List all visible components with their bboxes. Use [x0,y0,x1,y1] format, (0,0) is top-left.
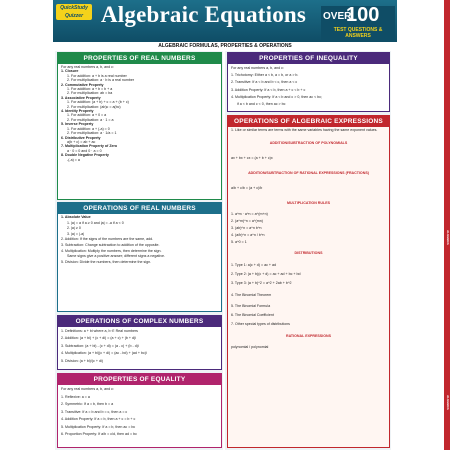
line: 4. Addition Property: If a = b, then a + c = b + c [61,417,136,421]
line: 1. Reflexive: a = a [61,394,90,399]
over-100-badge [321,6,395,40]
line: 7. Other special types of distributions [231,321,290,326]
section-heading: ADDITION/SUBTRACTION OF POLYNOMIALS [269,140,348,145]
logo-line1: QuickStudy [60,5,88,11]
line: For any real numbers a, b, and c: [231,66,284,70]
quickstudy-logo [56,4,92,20]
properties-equality-box [57,373,222,448]
line: 5. a^0 = 1 [231,239,247,244]
line: a/b + c/b = (a + c)/b [231,185,263,190]
header-banner [53,0,397,42]
line: 6. Proportion Property: If a/b = c/d, then ad = bc [61,432,137,436]
over-subtext: TEST QUESTIONS & ANSWERS [333,27,383,39]
line: 2. For multiplication: a · 1 = a [67,117,114,122]
line: 3. Subtraction: Change subtraction to addition of the opposite. [61,242,160,247]
line: 5. Inverse Property [61,122,94,127]
line: 2. Type 2: (a + b)(c + d) = ac + ad + bc + bd [231,271,301,276]
line: if a < b and c < 0, then ac > bc [237,102,286,107]
line: 1. For addition: (a + b) + c = a + (b + c) [67,100,129,105]
line: 3. (ab)^n = a^n b^n [231,225,262,230]
box-title: PROPERTIES OF EQUALITY [58,374,221,385]
edge-label: ALGEBRA [446,395,450,410]
line: 3. |a| = |-a| [67,231,85,236]
box-content [58,214,221,266]
section-heading: ADDITION/SUBTRACTION OF RATIONAL EXPRESSIONS (FRACTIONS) [248,170,369,175]
box-title: OPERATIONS OF ALGEBRAIC EXPRESSIONS [228,116,389,127]
line: 3. Type 3: (a + b)^2 = a^2 + 2ab + b^2 [231,280,292,285]
line: 2. Addition: (a + bi) + (c + di) = (a + c) + (b + d)i [61,336,137,341]
line: 1. Closure [61,69,79,74]
line: 1. For addition: a + (-a) = 0 [67,126,110,131]
line: ax + bx + cx = (a + b + c)x [231,155,273,160]
line: 2. Addition: If the signs of the numbers are the same, add. [61,237,154,242]
box-title: OPERATIONS OF COMPLEX NUMBERS [58,316,221,327]
line: 4. The Binomial Theorem [231,292,272,297]
line: 3. Subtraction: (a + bi) - (c + di) = (a - c) + (b - d)i [61,343,139,348]
line: 2. Transitive: If a < b and b < c, then a < c [231,80,298,85]
box-content [228,64,389,109]
line: 1. Like or similar terms are terms with the same variables having the same exponent values. [231,128,378,132]
edge-label: ALGEBRA [446,230,450,245]
line: 1. Absolute Value [61,215,91,219]
line: a(b + c) = ab + ac [67,139,96,144]
line: 4. (a/b)^n = a^n / b^n [231,232,265,237]
line: 1. Type 1: a(c + d) = ac + ad [231,262,276,267]
box-content [58,327,221,366]
line: 7. Multiplication Property of Zero [61,144,118,149]
line: 1. Definitions: a + bi where a, b ∈ Real numbers [61,329,138,333]
section-heading: DISTRIBUTIONS [294,250,323,255]
box-content [58,64,221,163]
line: 5. Division: (a + bi)/(c + di) [61,358,103,363]
subtitle: ALGEBRAIC FORMULAS, PROPERTIES & OPERATIONS [158,43,292,49]
box-title: OPERATIONS OF REAL NUMBERS [58,203,221,214]
page-title: Algebraic Equations [101,2,307,27]
line: 5. Division: Divide the numbers, then determine the sign. [61,259,152,264]
line: 5. Multiplication Property: If a = b, then ac = bc [61,424,136,429]
line: 3. Addition Property: If a < b, then a + c < b + c [231,87,306,92]
line: 3. Associative Property [61,95,101,100]
line: For any real numbers a, b, and c: [61,387,114,391]
logo-line2: Quizzer [64,13,84,19]
box-content [228,127,389,351]
line: 2. Symmetric: If a = b, then b = a [61,402,114,406]
line: 6. The Binomial Coefficient [231,312,274,317]
study-sheet [53,0,450,450]
line: 2. (a^m)^n = a^(mn) [231,218,263,223]
line: 2. |a| ≥ 0 [67,226,81,231]
line: polynomial / polynomial [231,344,269,349]
line: 2. For multiplication: a · b is a real number [67,78,135,83]
line: 5. The Binomial Formula [231,303,271,308]
line: 4. Multiplication: Multiply the numbers, then determine the sign. [61,248,162,253]
operations-real-numbers-box [57,202,222,312]
properties-inequality-box [227,52,390,112]
line: 1. For addition: a + 0 = a [67,113,107,118]
line: 4. Identity Property [61,109,94,114]
operations-algebraic-expressions-box [227,115,390,448]
over-number: 100 [346,4,380,26]
box-title: PROPERTIES OF INEQUALITY [228,53,389,64]
side-edge-bar [444,0,450,450]
properties-real-numbers-box [57,52,222,200]
line: 4. Multiplication: (a + bi)(c + di) = (ac - bd) + (ad + bc)i [61,351,147,356]
over-label: OVER [323,11,352,22]
section-heading: MULTIPLICATION RULES [287,200,330,205]
line: 8. Double Negative Property [61,153,109,158]
line: 4. Multiplication Property: If a < b and c > 0, then ac < bc; [231,94,322,99]
line: 1. For addition: a + b is a real number [67,73,127,78]
section-heading: RATIONAL EXPRESSIONS [286,333,331,338]
line: 1. |a| = a if a ≥ 0 and |a| = -a if a < 0 [67,220,124,225]
line: Same signs give a positive answer; different signs a negative. [67,254,166,259]
line: 1. Trichotomy: Either a < b, a = b, or a > b. [231,73,299,78]
line: 3. Transitive: If a = b and b = c, then a = c [61,409,128,414]
line: 2. Commutative Property [61,82,104,87]
line: a · 0 = 0 and 0 · a = 0 [67,148,102,153]
line: 2. For multiplication: ab = ba [67,91,113,96]
line: 2. For multiplication: a · 1/a = 1 [67,131,117,136]
box-content [58,385,221,440]
operations-complex-numbers-box [57,315,222,370]
line: 6. Distributive Property [61,135,101,140]
line: 1. For addition: a + b = b + a [67,87,113,92]
box-title: PROPERTIES OF REAL NUMBERS [58,53,221,64]
line: -(-a) = a [67,157,80,162]
line: 1. a^m · a^n = a^(m+n) [231,211,268,216]
line: For any real numbers a, b, and c: [61,65,114,69]
line: 2. For multiplication: (ab)c = a(bc) [67,104,121,109]
